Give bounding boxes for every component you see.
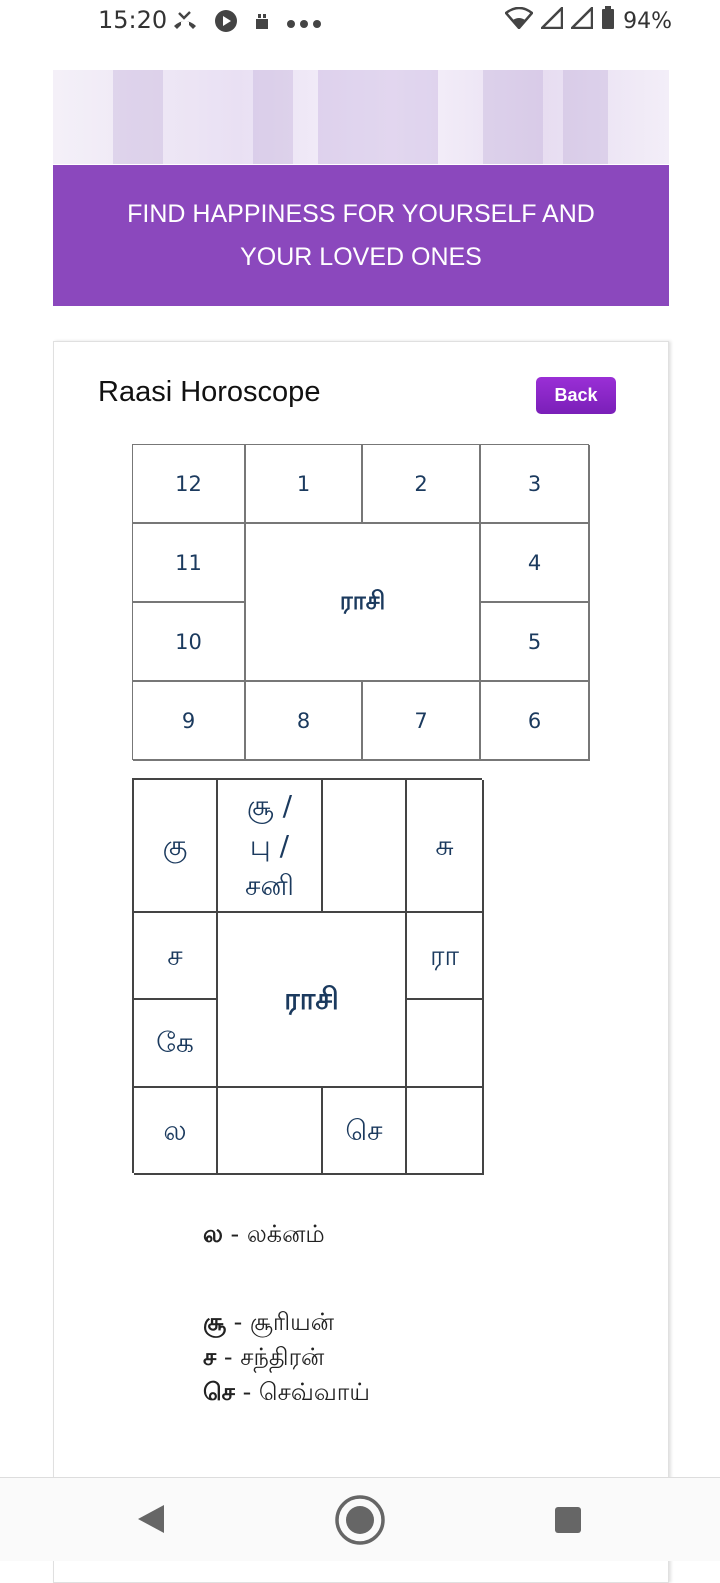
tagline-text: FIND HAPPINESS FOR YOURSELF AND YOUR LOVED ONES [127,199,595,271]
chart-center-label: ராசி [246,524,481,682]
signal-icon [541,7,563,35]
legend-abbr: சூ [203,1308,226,1336]
legend-name: - சந்திரன் [216,1343,325,1371]
planet-cell: ரா [407,913,484,1000]
planet-cell [407,1088,484,1175]
house-cell: 3 [481,445,590,524]
raasi-number-chart [132,444,589,760]
missed-call-icon [172,10,198,36]
play-icon [214,9,238,37]
planet-cell [407,1000,484,1088]
page-title: Raasi Horoscope [98,376,321,408]
legend-name: - செவ்வாய் [234,1378,370,1406]
legend-item [203,1343,324,1374]
system-nav-bar [0,1477,720,1561]
back-triangle-icon[interactable] [136,1503,166,1539]
more-dots-icon [286,14,322,33]
status-bar [0,0,720,44]
house-cell: 7 [363,682,481,761]
legend-abbr: ச [203,1343,217,1371]
legend-abbr: ல [203,1220,223,1248]
planet-cell [218,1088,323,1175]
back-button[interactable]: Back [536,377,616,414]
house-cell: 4 [481,524,590,603]
hero-image [53,70,669,164]
planet-cell: கே [134,1000,218,1088]
battery-percent: 94% [623,8,672,34]
battery-icon [601,6,615,36]
home-circle-icon[interactable] [334,1494,386,1550]
legend-name: - சூரியன் [225,1308,334,1336]
house-cell: 5 [481,603,590,682]
notification-icon [254,11,270,35]
house-cell: 2 [363,445,481,524]
planet-cell: கு [134,780,218,913]
planet-cell: ச [134,913,218,1000]
house-cell: 9 [133,682,246,761]
recents-square-icon[interactable] [554,1506,582,1538]
signal-icon [571,7,593,35]
house-cell: 1 [246,445,363,524]
legend-abbr: செ [203,1378,235,1406]
house-cell: 12 [133,445,246,524]
house-cell: 8 [246,682,363,761]
planet-cell: சு [407,780,484,913]
legend-item [203,1378,370,1409]
legend-name: - லக்னம் [222,1220,325,1248]
planet-cell: ல [134,1088,218,1175]
house-cell: 10 [133,603,246,682]
chart-center-label: ராசி [218,913,407,1088]
raasi-planet-chart [132,778,482,1173]
house-cell: 11 [133,524,246,603]
planet-cell [323,780,407,913]
planet-cell: செ [323,1088,407,1175]
tagline-banner [53,165,669,306]
wifi-icon [505,7,533,35]
legend-item [203,1308,334,1339]
legend-item [203,1220,325,1251]
status-time: 15:20 [98,6,168,34]
house-cell: 6 [481,682,590,761]
planet-cell: சூ / பு / சனி [218,780,323,913]
